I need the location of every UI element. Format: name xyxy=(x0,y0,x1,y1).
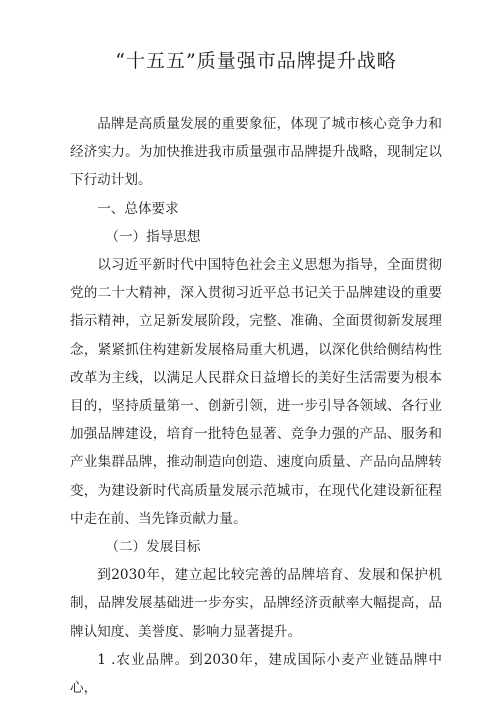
document-body xyxy=(70,110,442,702)
subsection-heading-guiding-ideology: （一）指导思想 xyxy=(105,228,201,245)
agriculture-brand-paragraph: 1 .农业品牌。到2030年，建成国际小麦产业链品牌中心， xyxy=(70,651,442,697)
development-goals-paragraph: 到2030年，建立起比较完善的品牌培育、发展和保护机制，品牌发展基础进一步夯实，品牌经济贡献率大幅提高，品牌认知度、美誉度、影响力显著提升。 xyxy=(70,567,442,640)
section-heading-general-requirements: 一、总体要求 xyxy=(97,200,179,217)
document-title: “十五五”质量强市品牌提升战略 xyxy=(115,50,397,72)
guiding-ideology-paragraph: 以习近平新时代中国特色社会主义思想为指导，全面贯彻党的二十大精神，深入贯彻习近平总书记关于品牌建设的重要指示精神，立足新发展阶段，完整、准确、全面贯彻新发展理念，紧紧抓住构建新发展格局重大机遇，以深化供给侧结构性改革为主线，以满足人民群众日益增长的美好生活需要为根本目的，坚持质量第一、创新引领，进一步引导各领域、各行业加强品牌建设，培育一批特色显著、竞争力强的产品、服务和产业集群品牌，推动制造向创造、速度向质量、产品向品牌转变，为建设新时代高质量发展示范城市，在现代化建设新征程中走在前、当先锋贡献力量。 xyxy=(70,257,442,527)
subsection-heading-development-goals: （二）发展目标 xyxy=(105,539,201,556)
intro-paragraph: 品牌是高质量发展的重要象征，体现了城市核心竞争力和经济实力。为加快推进我市质量强市品牌提升战略，现制定以下行动计划。 xyxy=(70,116,442,189)
